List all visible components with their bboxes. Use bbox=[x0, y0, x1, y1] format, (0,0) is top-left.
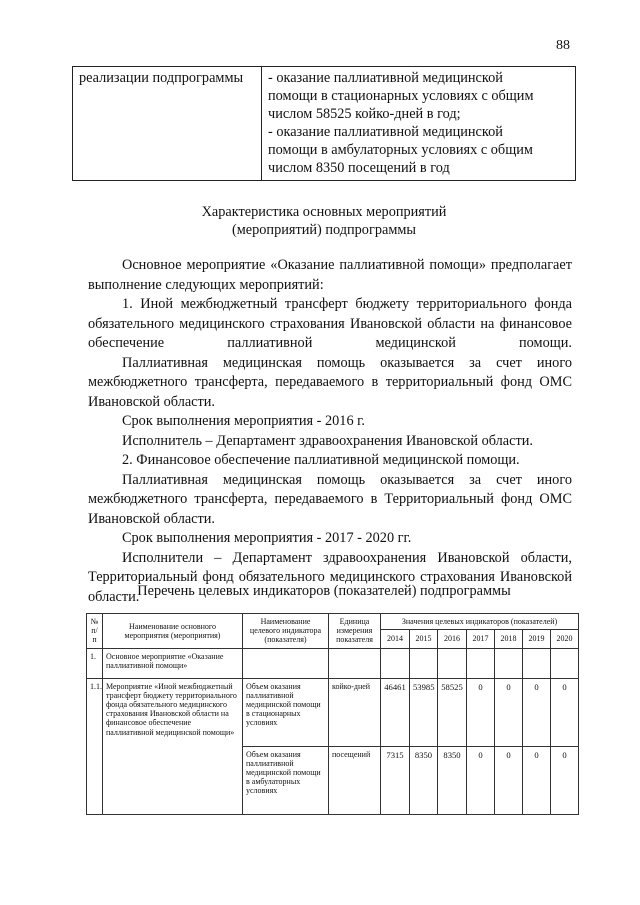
row-unit: посещений bbox=[329, 746, 381, 814]
row-num: 1.1. bbox=[87, 678, 103, 814]
header-year: 2014 bbox=[381, 630, 410, 648]
paragraph: 2. Финансовое обеспечение паллиативной медицинской помощи. bbox=[122, 452, 520, 468]
section-title: Перечень целевых индикаторов (показателей) подпрограммы bbox=[137, 583, 511, 599]
row-event: Основное мероприятие «Оказание паллиативной помощи» bbox=[103, 648, 243, 678]
indicators-table bbox=[86, 613, 579, 815]
row-num: 1. bbox=[87, 648, 103, 678]
content-line: - оказание паллиативной медицинской bbox=[268, 124, 503, 140]
row-value: 0 bbox=[467, 678, 495, 746]
header-values-group: Значения целевых индикаторов (показателей) bbox=[381, 614, 579, 630]
table-row bbox=[73, 67, 576, 181]
content-line: числом 8350 посещений в год bbox=[268, 160, 450, 176]
row-value: 8350 bbox=[438, 746, 467, 814]
paragraph: Основное мероприятие «Оказание паллиативной помощи» предполагает выполнение следующих мероприятий: bbox=[88, 257, 572, 293]
paragraph: Паллиативная медицинская помощь оказывается за счет иного межбюджетного трансферта, передаваемого в Территориальный фонд ОМС Ивановской области. bbox=[88, 471, 572, 527]
header-year: 2019 bbox=[523, 630, 551, 648]
table-row bbox=[87, 648, 579, 678]
header-year: 2018 bbox=[495, 630, 523, 648]
header-year: 2017 bbox=[467, 630, 495, 648]
table-header-row bbox=[87, 614, 579, 630]
row-value: 0 bbox=[495, 746, 523, 814]
row-value: 0 bbox=[551, 678, 579, 746]
page-number: 88 bbox=[556, 38, 570, 53]
row-value: 0 bbox=[551, 746, 579, 814]
row-value: 58525 bbox=[438, 678, 467, 746]
paragraph: Исполнитель – Департамент здравоохранения Ивановской области. bbox=[122, 432, 533, 449]
paragraph: Срок выполнения мероприятия - 2017 - 2020 гг. bbox=[122, 530, 412, 546]
row-value: 0 bbox=[467, 746, 495, 814]
paragraph: Срок выполнения мероприятия - 2016 г. bbox=[122, 413, 365, 429]
row-value: 46461 bbox=[381, 678, 410, 746]
row-value: 0 bbox=[523, 746, 551, 814]
header-year: 2016 bbox=[438, 630, 467, 648]
section-title-line: Характеристика основных мероприятий bbox=[201, 204, 447, 220]
program-summary-table bbox=[72, 66, 576, 181]
paragraph: Исполнители – Департамент здравоохранения Ивановской области, Территориальный фонд обязательного медицинского страхования Ивановской области. bbox=[88, 549, 572, 605]
header-num: № п/п bbox=[87, 614, 103, 649]
row-value: 0 bbox=[523, 678, 551, 746]
paragraph: Паллиативная медицинская помощь оказывается за счет иного межбюджетного трансферта, передаваемого в территориальный фонд ОМС Ивановской области. bbox=[88, 354, 572, 410]
row-value: 0 bbox=[495, 678, 523, 746]
row-indicator: Объем оказания паллиативной медицинской помощи в стационарных условиях bbox=[243, 678, 329, 746]
section-title bbox=[72, 203, 576, 239]
table-cell-content bbox=[262, 67, 576, 181]
table-cell-label: реализации подпрограммы bbox=[73, 67, 262, 181]
table-row bbox=[87, 678, 579, 746]
row-value: 53985 bbox=[410, 678, 438, 746]
header-indicator: Наименование целевого индикатора (показателя) bbox=[243, 614, 329, 649]
content-line: - оказание паллиативной медицинской bbox=[268, 70, 503, 86]
paragraph: 1. Иной межбюджетный трансферт бюджету территориального фонда обязательного медицинского страхования Ивановской области на финансовое обеспечение паллиативной медицинской помощи. bbox=[88, 296, 572, 351]
header-year: 2020 bbox=[551, 630, 579, 648]
row-event: Мероприятие «Иной межбюджетный трансферт бюджету территориального фонда обязательного медицинского страхования Ивановской области на финансовое обеспечение паллиативной медицинской помощи» bbox=[103, 678, 243, 814]
row-indicator: Объем оказания паллиативной медицинской помощи в амбулаторных условиях bbox=[243, 746, 329, 814]
row-value: 8350 bbox=[410, 746, 438, 814]
content-line: помощи в амбулаторных условиях с общим bbox=[268, 142, 533, 158]
section-title-line: (мероприятий) подпрограммы bbox=[231, 222, 417, 238]
row-unit: койко-дней bbox=[329, 678, 381, 746]
header-event: Наименование основного мероприятия (мероприятия) bbox=[103, 614, 243, 649]
body-text bbox=[88, 256, 572, 607]
header-year: 2015 bbox=[410, 630, 438, 648]
content-line: числом 58525 койко-дней в год; bbox=[268, 106, 461, 122]
row-value: 7315 bbox=[381, 746, 410, 814]
header-unit: Единица измерения показателя bbox=[329, 614, 381, 649]
content-line: помощи в стационарных условиях с общим bbox=[268, 88, 534, 104]
